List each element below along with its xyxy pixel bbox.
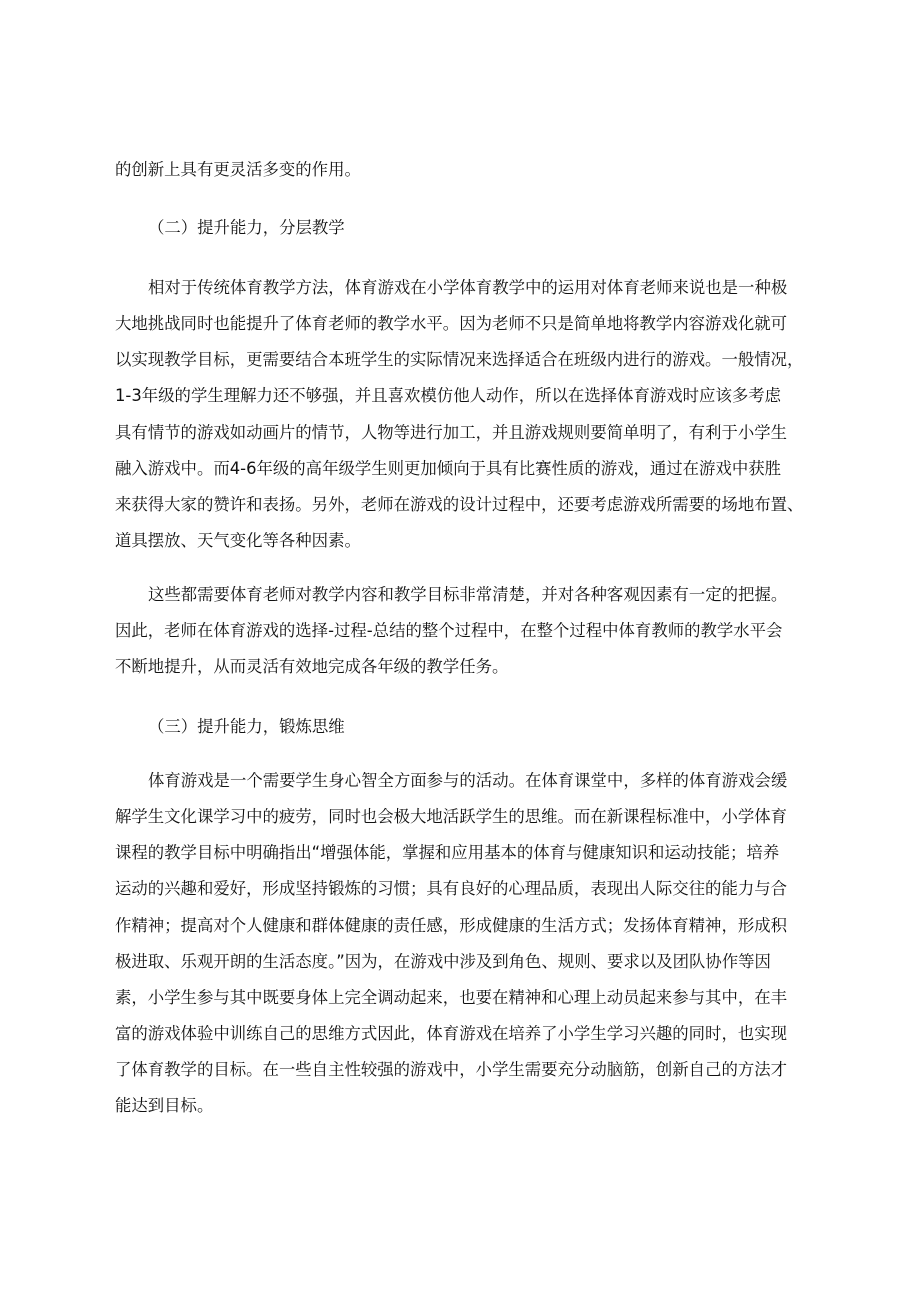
- text-line: 了体育教学的目标。在一些自主性较强的游戏中，小学生需要充分动脑筋，创新自己的方法才: [115, 1060, 788, 1079]
- text-line: 不断地提升，从而灵活有效地完成各年级的教学任务。: [115, 657, 509, 676]
- text-line: 1-3年级的学生理解力还不够强，并且喜欢模仿他人动作，所以在选择体育游戏时应该多考虑: [115, 386, 782, 405]
- text-line: 体育游戏是一个需要学生身心智全方面参与的活动。在体育课堂中，多样的体育游戏会缓: [148, 771, 788, 790]
- text-line: 大地挑战同时也能提升了体育老师的教学水平。因为老师不只是简单地将教学内容游戏化就可: [115, 314, 788, 333]
- section-heading: （二）提升能力，分层教学: [148, 218, 345, 237]
- section-heading: （三）提升能力，锻炼思维: [148, 717, 345, 736]
- text-line: 的创新上具有更灵活多变的作用。: [115, 160, 361, 179]
- text-line: 这些都需要体育老师对教学内容和教学目标非常清楚，并对各种客观因素有一定的把握。: [148, 585, 788, 604]
- text-line: 因此，老师在体育游戏的选择-过程-总结的整个过程中，在整个过程中体育教师的教学水平会: [115, 621, 783, 640]
- text-line: 来获得大家的赞许和表扬。另外，老师在游戏的设计过程中，还要考虑游戏所需要的场地布置、: [115, 495, 804, 514]
- text-line: 能达到目标。: [115, 1096, 214, 1115]
- text-line: 以实现教学目标，更需要结合本班学生的实际情况来选择适合在班级内进行的游戏。一般情况，: [115, 350, 804, 369]
- text-line: 富的游戏体验中训练自己的思维方式因此，体育游戏在培养了小学生学习兴趣的同时，也实现: [115, 1024, 788, 1043]
- text-line: 运动的兴趣和爱好，形成坚持锻炼的习惯；具有良好的心理品质，表现出人际交往的能力与合: [115, 879, 788, 898]
- text-line: 融入游戏中。而4-6年级的高年级学生则更加倾向于具有比赛性质的游戏，通过在游戏中获胜: [115, 459, 782, 478]
- text-line: 素，小学生参与其中既要身体上完全调动起来，也要在精神和心理上动员起来参与其中，在丰: [115, 988, 788, 1007]
- text-line: 相对于传统体育教学方法，体育游戏在小学体育教学中的运用对体育老师来说也是一种极: [148, 278, 788, 297]
- text-line: 解学生文化课学习中的疲劳，同时也会极大地活跃学生的思维。而在新课程标准中，小学体育: [115, 807, 788, 826]
- text-line: 作精神；提高对个人健康和群体健康的责任感，形成健康的生活方式；发扬体育精神，形成积: [115, 916, 788, 935]
- text-line: 道具摆放、天气变化等各种因素。: [115, 531, 361, 550]
- text-line: 课程的教学目标中明确指出“增强体能，掌握和应用基本的体育与健康知识和运动技能；培养: [115, 843, 780, 862]
- text-line: 具有情节的游戏如动画片的情节，人物等进行加工，并且游戏规则要简单明了，有利于小学生: [115, 423, 788, 442]
- text-line: 极进取、乐观开朗的生活态度。”因为，在游戏中涉及到角色、规则、要求以及团队协作等因: [115, 952, 771, 971]
